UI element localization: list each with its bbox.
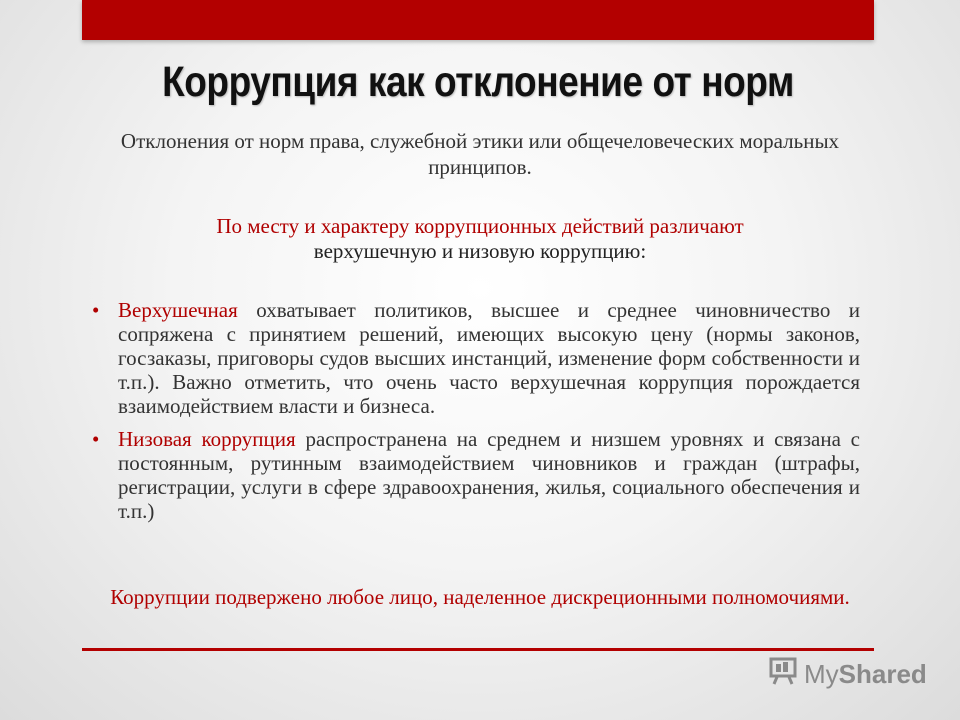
bullet-term: Низовая коррупция: [118, 427, 296, 451]
bullet-term: Верхушечная: [118, 298, 238, 322]
subheading-line-2: верхушечную и низовую коррупцию:: [313, 239, 647, 263]
myshared-logo[interactable]: [768, 657, 927, 691]
top-accent-bar: [82, 0, 874, 40]
bullet-text: охватывает политиков, высшее и среднее чиновничество и сопряжена с принятием решений, имеющих высокую цену (нормы законов, госзаказы, приговоры судов высших инстанций, изменение форм собственности и т.п.). Важно отметить, что очень часто верхушечная коррупция порождается взаимодействием власти и бизнеса.: [118, 298, 860, 418]
logo-shared: Shared: [838, 658, 927, 689]
logo-my: My: [804, 658, 839, 689]
intro-text: Отклонения от норм права, служебной этики или общечеловеческих моральных принципов.: [120, 129, 840, 179]
bullet-text: распространена на среднем и низшем уровнях и связана с постоянным, рутинным взаимодействием чиновников и граждан (штрафы, регистрации, услуги в сфере здравоохранения, жилья, социального обеспечения и т.п.): [118, 427, 860, 523]
presentation-icon: [768, 656, 798, 693]
subheading-line-1: По месту и характеру коррупционных действий различают: [216, 214, 744, 238]
bullet-item-top-corruption: [88, 298, 860, 418]
slide-title: Коррупция как отклонение от норм: [162, 58, 794, 106]
bullet-icon: •: [92, 298, 100, 322]
bullet-list: [88, 298, 860, 532]
subheading: [90, 214, 870, 264]
bullet-item-low-corruption: [88, 427, 860, 523]
conclusion-text: Коррупции подвержено любое лицо, наделенное дискреционными полномочиями.: [110, 585, 850, 609]
bullet-icon: •: [92, 427, 100, 451]
bottom-divider: [82, 648, 874, 651]
